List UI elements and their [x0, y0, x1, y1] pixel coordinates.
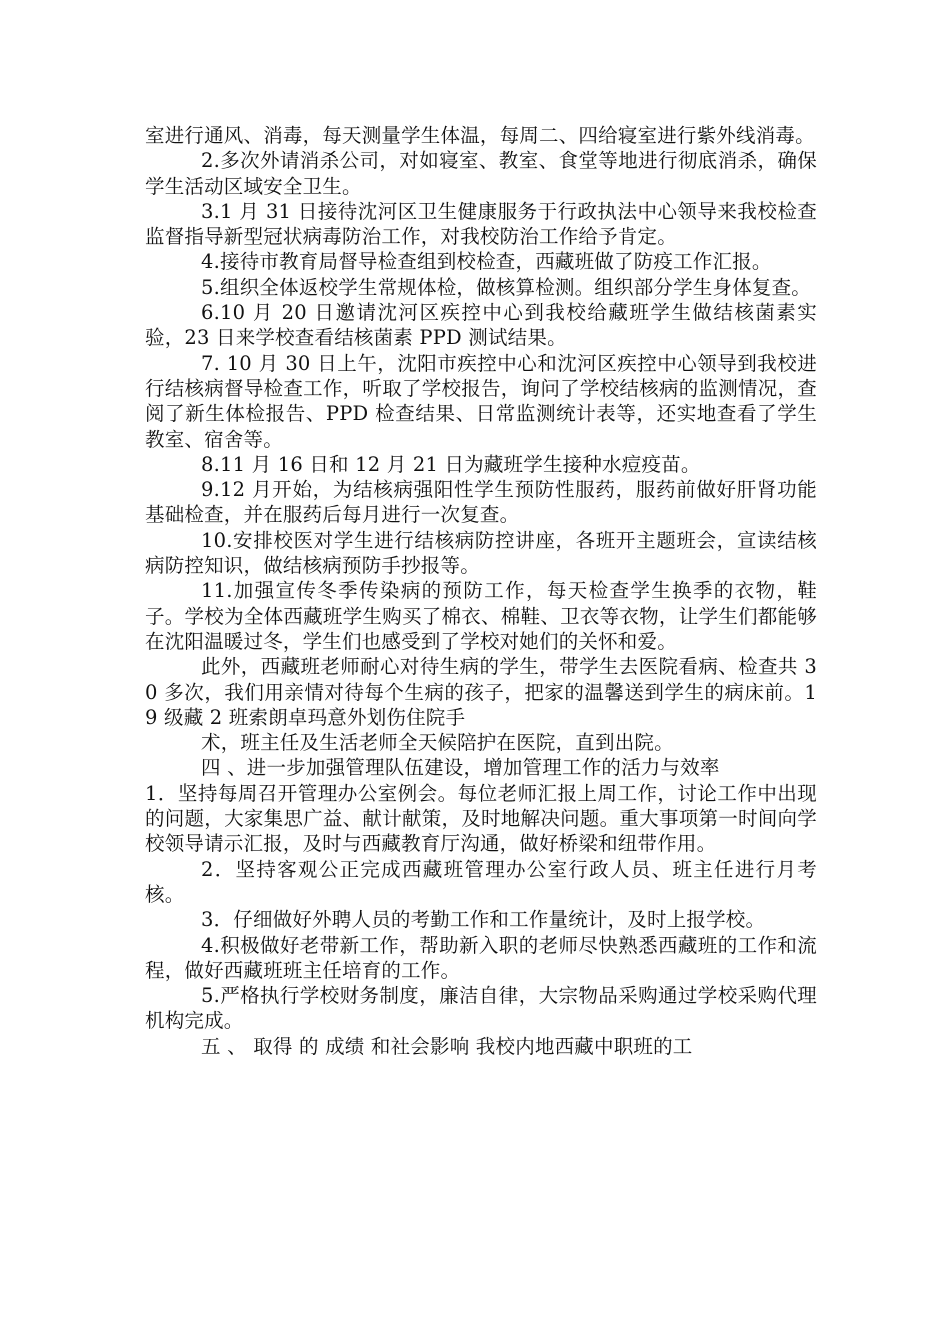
section-heading-five: 五 、 取得 的 成绩 和社会影响 我校内地西藏中职班的工 — [201, 1034, 693, 1058]
paragraph-item-11: 11.加强宣传冬季传染病的预防工作，每天检查学生换季的衣物，鞋子。学校为全体西藏班学生购买了棉衣、棉鞋、卫衣等衣物，让学生们都能够在沈阳温暖过冬，学生们也感受到了学校对她们的关怀和爱。 — [145, 579, 817, 653]
paragraph-item-8: 8.11 月 16 日和 12 月 21 日为藏班学生接种水痘疫苗。 — [201, 452, 701, 476]
section-heading-four: 四 、进一步加强管理队伍建设，增加管理工作的活力与效率 — [201, 756, 720, 780]
paragraph-item-6: 6.10 月 20 日邀请沈河区疾控中心到我校给藏班学生做结核菌素实验，23 日来学校查看结核菌素 PPD 测试结果。 — [145, 301, 817, 350]
paragraph-mgmt-item-3: 3．仔细做好外聘人员的考勤工作和工作量统计，及时上报学校。 — [201, 908, 766, 932]
paragraph-mgmt-item-1: 1．坚持每周召开管理办公室例会。每位老师汇报上周工作，讨论工作中出现的问题，大家集思广益、献计献策，及时地解决问题。重大事项第一时间向学校领导请示汇报，及时与西藏教育厅沟通，做好桥梁和纽带作用。 — [145, 781, 817, 856]
paragraph-item-2: 2.多次外请消杀公司，对如寝室、教室、食堂等地进行彻底消杀，确保学生活动区域安全卫生。 — [145, 149, 817, 198]
paragraph-item-4: 4.接待市教育局督导检查组到校检查，西藏班做了防疫工作汇报。 — [201, 250, 772, 274]
document-page — [145, 123, 817, 1059]
paragraph-additionally: 此外，西藏班老师耐心对待生病的学生，带学生去医院看病、检查共 30 多次，我们用亲情对待每个生病的孩子，把家的温馨送到学生的病床前。19 级藏 2 班索朗卓玛意外划伤住院手 — [145, 655, 817, 729]
paragraph-mgmt-item-2: 2．坚持客观公正完成西藏班管理办公室行政人员、班主任进行月考核。 — [145, 857, 817, 906]
paragraph-item-3: 3.1 月 31 日接待沈河区卫生健康服务于行政执法中心领导来我校检查监督指导新型冠状病毒防治工作，对我校防治工作给予肯定。 — [145, 199, 817, 249]
paragraph-mgmt-item-4: 4.积极做好老带新工作，帮助新入职的老师尽快熟悉西藏班的工作和流程，做好西藏班班主任培育的工作。 — [145, 933, 817, 982]
paragraph-surgery: 术，班主任及生活老师全天候陪护在医院，直到出院。 — [201, 731, 674, 755]
paragraph-ventilation: 室进行通风、消毒，每天测量学生体温，每周二、四给寝室进行紫外线消毒。 — [145, 124, 815, 147]
paragraph-item-10: 10.安排校医对学生进行结核病防控讲座，各班开主题班会，宣读结核病防控知识，做结核病预防手抄报等。 — [145, 528, 817, 578]
paragraph-item-5: 5.组织全体返校学生常规体检，做核算检测。组织部分学生身体复查。 — [201, 275, 812, 299]
paragraph-item-7: 7. 10 月 30 日上午，沈阳市疾控中心和沈河区疾控中心领导到我校进行结核病督导检查工作，听取了学校报告，询问了学校结核病的监测情况，查阅了新生体检报告、PPD 检查结果、日常监测统计表等，还实地查看了学生教室、宿舍等。 — [145, 351, 817, 451]
paragraph-item-9: 9.12 月开始，为结核病强阳性学生预防性服药，服药前做好肝肾功能基础检查，并在服药后每月进行一次复查。 — [145, 478, 817, 527]
paragraph-mgmt-item-5: 5.严格执行学校财务制度，廉洁自律，大宗物品采购通过学校采购代理机构完成。 — [145, 984, 817, 1033]
